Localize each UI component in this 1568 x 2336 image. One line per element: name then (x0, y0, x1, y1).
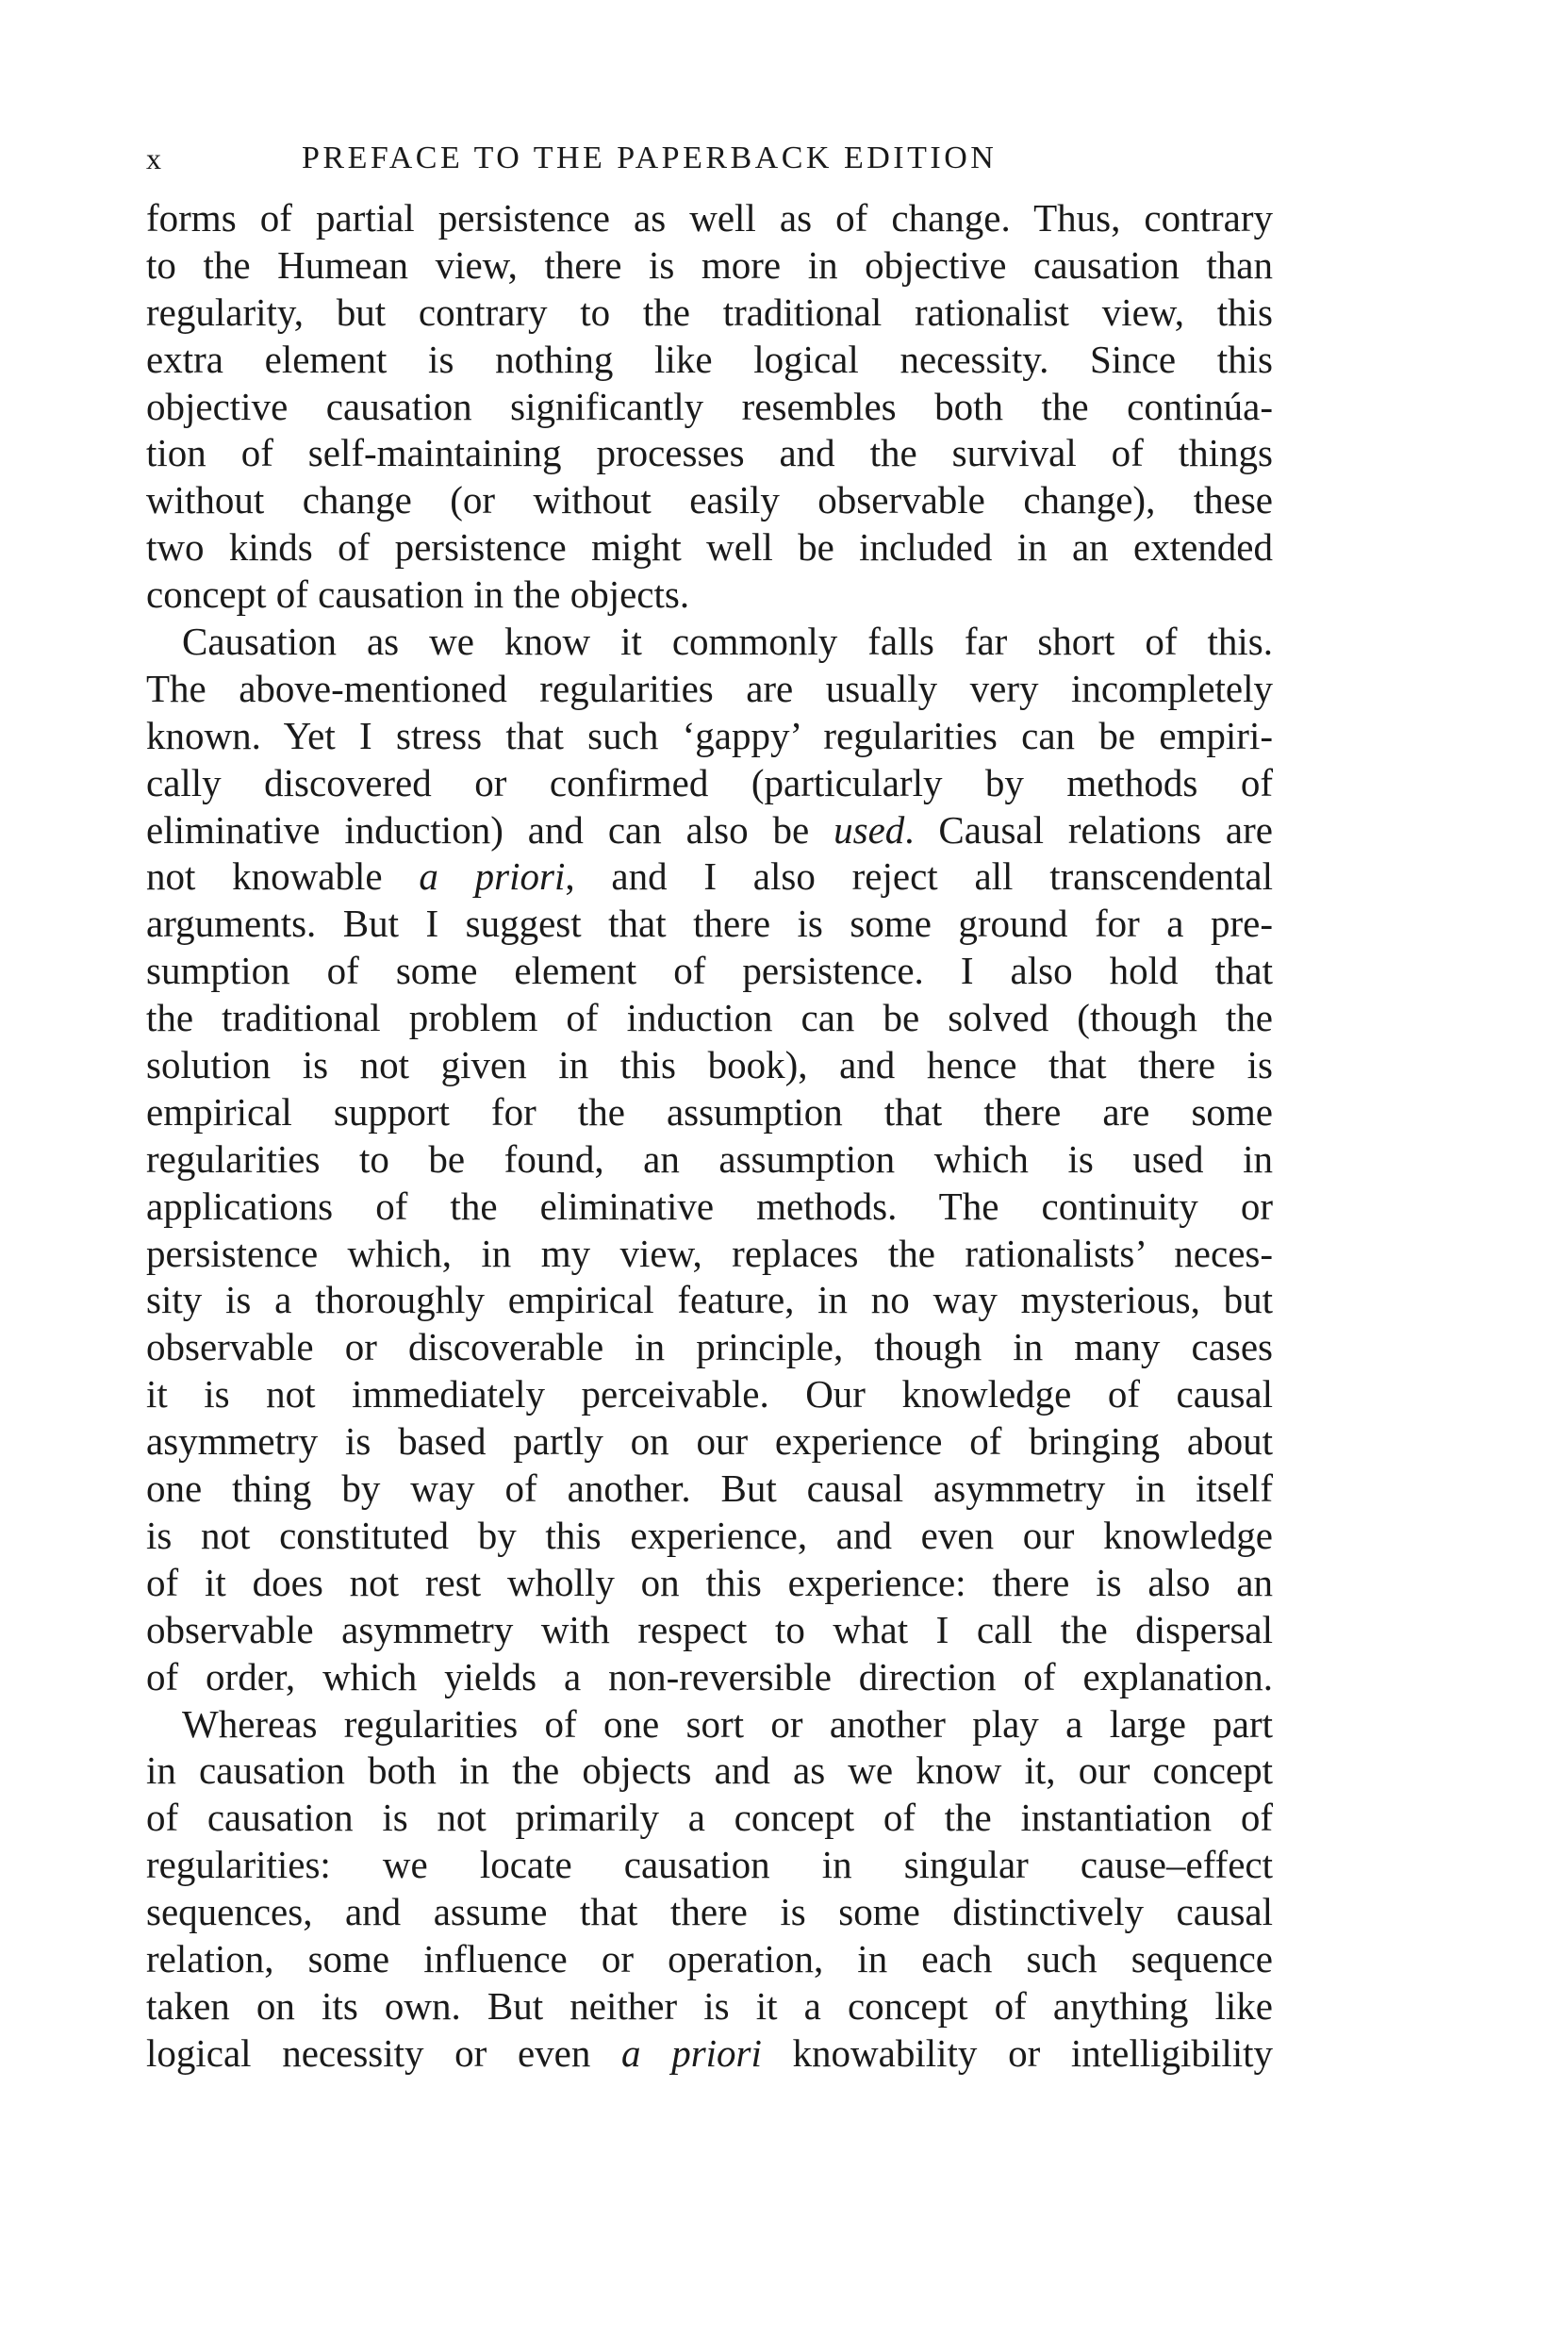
emphasis: a priori (621, 2030, 762, 2075)
text-line: two kinds of persistence might well be included in an extended (146, 525, 1273, 570)
text-line: forms of partial persistence as well as of change. Thus, contrary (146, 196, 1273, 240)
text-segment: not knowable (146, 854, 420, 899)
text-line: is not constituted by this experience, and even our knowledge (146, 1513, 1273, 1557)
text-line: Causation as we know it commonly falls far short of this. (182, 620, 1273, 664)
text-segment: , and I also reject all transcendental (565, 854, 1273, 899)
body-text (146, 195, 1273, 2078)
text-line: taken on its own. But neither is it a concept of anything like (146, 1983, 1273, 2028)
page-folio: x (146, 141, 161, 175)
running-head-title: PREFACE TO THE PAPERBACK EDITION (302, 141, 998, 175)
text-line: in causation both in the objects and as we know it, our concept (146, 1748, 1273, 1793)
text-segment: eliminative induction) and can also be (146, 807, 834, 852)
text-line: of it does not rest wholly on this experience: there is also an (146, 1560, 1273, 1604)
text-line: the traditional problem of induction can be solved (though the (146, 996, 1273, 1040)
text-line: to the Humean view, there is more in objective causation than (146, 242, 1273, 287)
text-line: empirical support for the assumption that there are some (146, 1089, 1273, 1134)
text-line: asymmetry is based partly on our experience of bringing about (146, 1419, 1273, 1464)
text-line: solution is not given in this book), and hence that there is (146, 1043, 1273, 1087)
text-line: applications of the eliminative methods. The continuity or (146, 1184, 1273, 1228)
text-line: concept of causation in the objects. (146, 572, 690, 617)
text-line: it is not immediately perceivable. Our knowledge of causal (146, 1372, 1273, 1417)
text-line: tion of self-maintaining processes and the survival of things (146, 431, 1273, 475)
text-line: regularity, but contrary to the traditional rationalist view, this (146, 290, 1273, 334)
text-line: cally discovered or confirmed (particularly by methods of (146, 760, 1273, 804)
text-line: known. Yet I stress that such ‘gappy’ regularities can be empiri- (146, 713, 1273, 757)
text-line: without change (or without easily observable change), these (146, 478, 1273, 522)
text-line: sumption of some element of persistence. I also hold that (146, 949, 1273, 993)
text-line: observable or discoverable in principle, though in many cases (146, 1325, 1273, 1369)
running-head (146, 135, 1278, 182)
text-line: arguments. But I suggest that there is some ground for a pre- (146, 902, 1273, 946)
emphasis: used (834, 807, 905, 852)
text-line: regularities: we locate causation in singular cause–effect (146, 1843, 1273, 1887)
text-line-with-emphasis (146, 807, 1273, 854)
text-line-with-emphasis (146, 2030, 1273, 2078)
text-line: regularities to be found, an assumption which is used in (146, 1136, 1273, 1181)
text-line-with-emphasis (146, 853, 1273, 901)
text-line: persistence which, in my view, replaces the rationalists’ neces- (146, 1231, 1273, 1275)
text-line: sequences, and assume that there is some distinctively causal (146, 1890, 1273, 1934)
text-segment: knowability or intelligibility (761, 2030, 1273, 2075)
text-line: objective causation significantly resembles both the continúa- (146, 384, 1273, 428)
text-line: observable asymmetry with respect to what I call the dispersal (146, 1607, 1273, 1651)
text-line: extra element is nothing like logical necessity. Since this (146, 337, 1273, 381)
text-line: Whereas regularities of one sort or another play a large part (182, 1701, 1273, 1746)
text-segment: . Causal relations are (904, 807, 1273, 852)
text-line: one thing by way of another. But causal asymmetry in itself (146, 1466, 1273, 1511)
text-segment: logical necessity or even (146, 2030, 622, 2075)
text-line: of order, which yields a non-reversible direction of explanation. (146, 1654, 1273, 1698)
emphasis: a priori (419, 854, 566, 899)
text-line: of causation is not primarily a concept of the instantiation of (146, 1796, 1273, 1840)
text-line: sity is a thoroughly empirical feature, in no way mysterious, but (146, 1278, 1273, 1322)
text-line: The above-mentioned regularities are usually very incompletely (146, 666, 1273, 710)
text-line: relation, some influence or operation, in each such sequence (146, 1936, 1273, 1980)
